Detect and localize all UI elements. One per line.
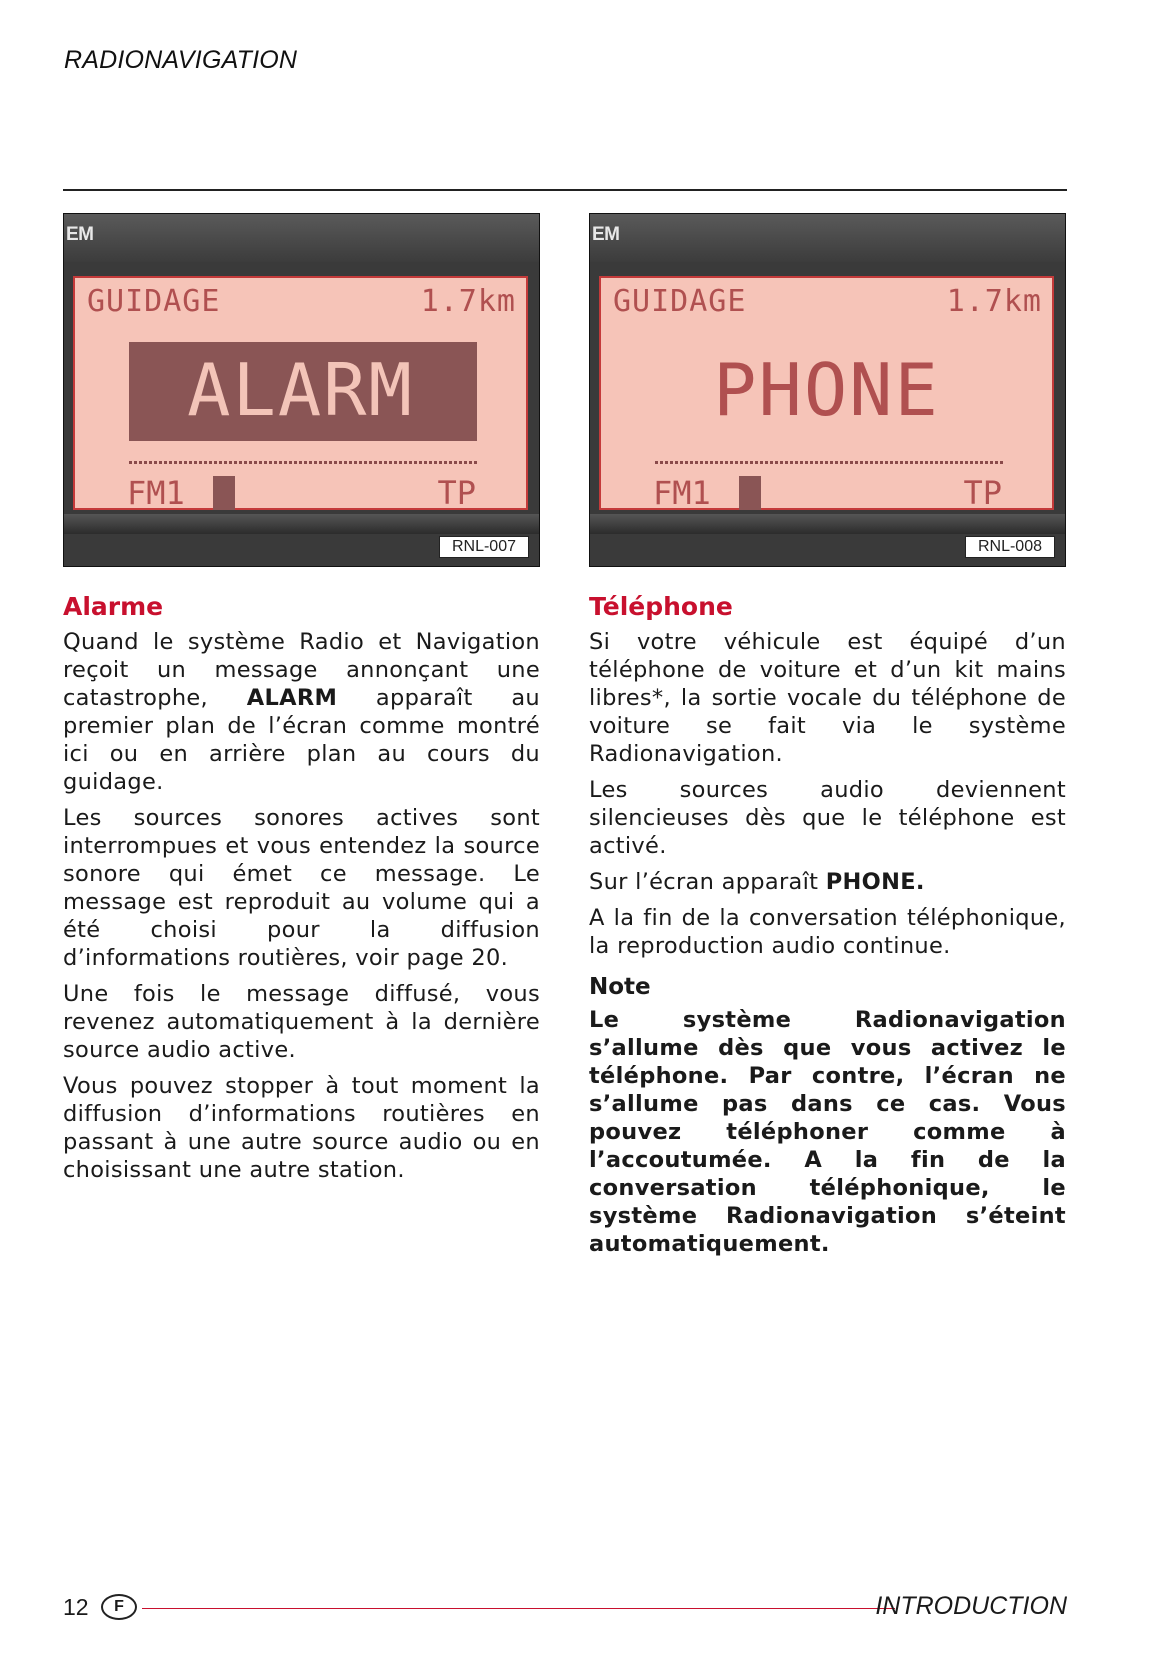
note-title: Note	[589, 974, 651, 1000]
display-top-bezel	[590, 214, 1065, 262]
display-top-bezel	[64, 214, 539, 262]
language-badge: F	[101, 1594, 137, 1620]
text-run: Sur l’écran apparaît	[589, 869, 826, 895]
text-run: Quand le système Radio et Navigation reçoit un message annonçant une catastrophe,	[63, 629, 540, 711]
note-body: Le système Radionavigation s’allume dès que vous activez le téléphone. Par contre, l’écran ne s’allume pas dans ce cas. Vous pouvez téléphoner comme à l’accoutumée. A la fin de la conversation téléphonique, le système Radionavigation s’éteint automatiquement.	[589, 1007, 1066, 1257]
section-title-alarme: Alarme	[63, 592, 164, 621]
paragraph: Une fois le message diffusé, vous revenez automatiquement à la dernière source audio active.	[63, 981, 540, 1063]
lcd-band: FM1	[127, 474, 185, 512]
paragraph: Vous pouvez stopper à tout moment la diffusion d’informations routières en passant à une autre source audio ou en choisissant une autre station.	[63, 1073, 540, 1183]
lcd-guidage-label: GUIDAGE	[87, 284, 221, 319]
paragraph: A la fin de la conversation téléphonique, la reproduction audio continue.	[589, 905, 1066, 959]
alarme-section	[63, 592, 540, 1192]
page-number: 12	[63, 1594, 89, 1620]
paragraph: Les sources sonores actives sont interrompues et vous entendez la source sonore qui émet ce message. Le message est reproduit au volume qui a été choisi pour la diffusion d’informations routières, voir page 20.	[63, 805, 540, 971]
display-brand-text: EM	[66, 224, 94, 245]
lcd-screen	[73, 276, 528, 510]
lcd-preset-indicator	[213, 476, 235, 510]
paragraph	[589, 868, 1066, 896]
bold-term: PHONE.	[825, 869, 925, 895]
lcd-distance: 1.7km	[420, 284, 516, 319]
lcd-distance: 1.7km	[946, 284, 1042, 319]
running-header: RADIONAVIGATION	[64, 46, 298, 74]
lcd-tp: TP	[963, 474, 1002, 512]
figure-code: RNL-008	[965, 536, 1055, 558]
paragraph: Si votre véhicule est équipé d’un téléphone de voiture et d’un kit mains libres*, la sortie vocale du téléphone de voiture se fait via le système Radionavigation.	[589, 629, 1066, 767]
figure-code: RNL-007	[439, 536, 529, 558]
section-title-telephone: Téléphone	[589, 592, 733, 621]
lcd-alarm-message: ALARM	[187, 348, 414, 432]
footer-rule	[142, 1608, 895, 1609]
display-bottom-bezel	[64, 514, 539, 534]
header-rule	[63, 189, 1067, 191]
lcd-divider	[655, 461, 1003, 464]
paragraph: Les sources audio deviennent silencieuses dès que le téléphone est activé.	[589, 777, 1066, 859]
figure-phone-display	[589, 213, 1066, 567]
lcd-screen	[599, 276, 1054, 510]
lcd-divider	[129, 461, 477, 464]
figure-alarm-display	[63, 213, 540, 567]
display-brand-text: EM	[592, 224, 620, 245]
bold-term: ALARM	[246, 685, 338, 711]
telephone-section	[589, 592, 1066, 1258]
paragraph	[63, 628, 540, 796]
lcd-guidage-label: GUIDAGE	[613, 284, 747, 319]
lcd-phone-message: PHONE	[713, 348, 940, 432]
lcd-preset-indicator	[739, 476, 761, 510]
lcd-band: FM1	[653, 474, 711, 512]
lcd-tp: TP	[437, 474, 476, 512]
display-bottom-bezel	[590, 514, 1065, 534]
footer-section-title: INTRODUCTION	[875, 1592, 1067, 1620]
text-run: apparaît au premier plan de l’écran comme montré ici ou en arrière plan au cours du guidage.	[63, 685, 540, 795]
